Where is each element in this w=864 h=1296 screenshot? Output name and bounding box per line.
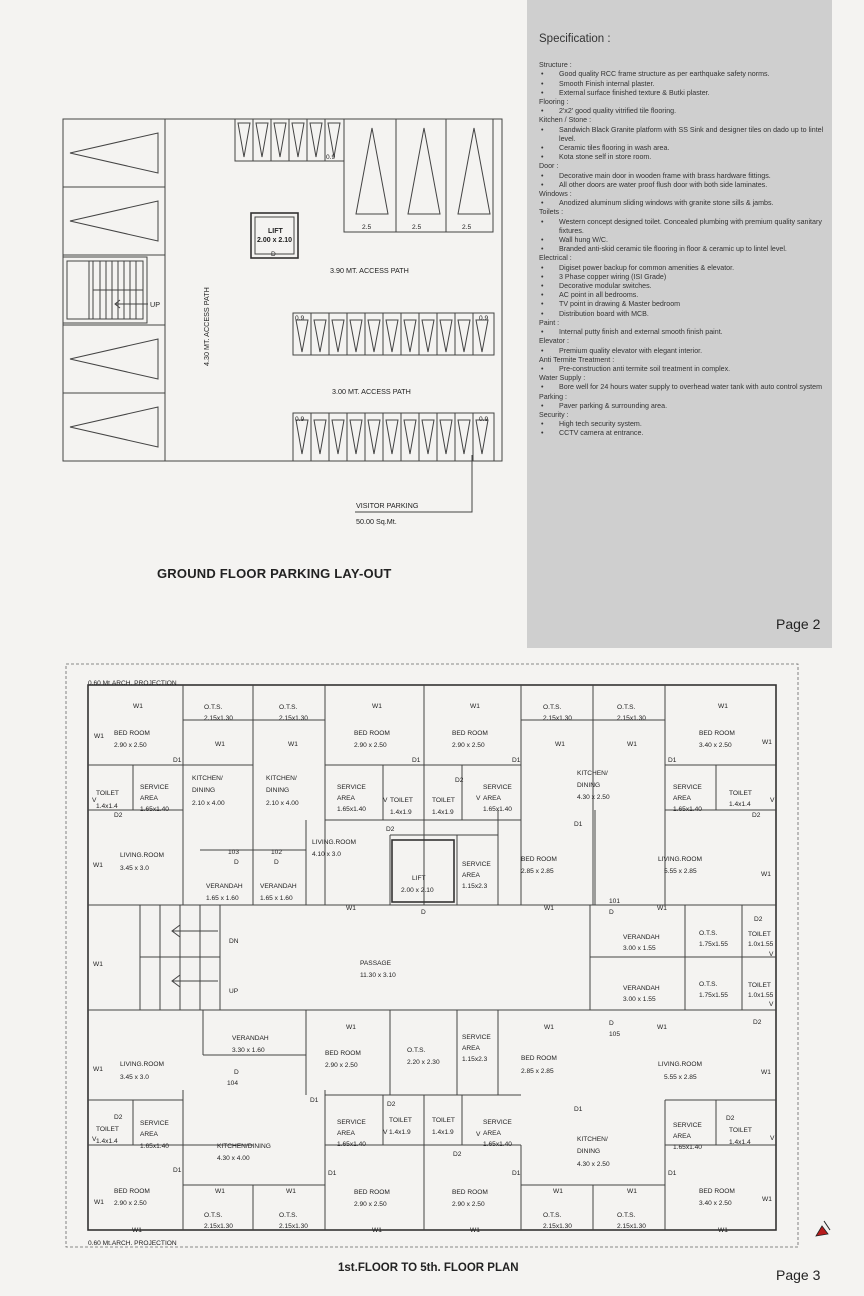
spec-heading: Kitchen / Stone : — [539, 116, 592, 125]
floor-plan-label: AREA — [673, 1133, 691, 1140]
typical-floor-plan — [0, 655, 864, 1255]
floor-plan-label: LIVING.ROOM — [312, 839, 356, 846]
floor-plan-label: W1 — [94, 733, 104, 740]
floor-plan-label: D1 — [668, 1170, 677, 1177]
floor-plan-label: TOILET — [390, 797, 413, 804]
floor-plan-label: O.T.S. — [617, 704, 636, 711]
floor-plan-label: 1.4x1.9 — [432, 809, 454, 816]
spec-item: • Pre-construction anti termite soil treatment in complex. — [539, 365, 829, 374]
floor-plan-label: AREA — [462, 872, 480, 879]
spec-item: • Ceramic tiles flooring in wash area. — [539, 144, 829, 153]
floor-plan-label: 1.65x1.40 — [140, 806, 169, 813]
floor-plan-label: VERANDAH — [623, 985, 660, 992]
floor-plan-label: SERVICE — [337, 784, 366, 791]
spec-item: • Bore well for 24 hours water supply to overhead water tank with auto control system — [539, 383, 829, 392]
floor-plan-label: W1 — [215, 741, 225, 748]
floor-plan-label: W1 — [286, 1188, 296, 1195]
floor-plan-label: 2.15x1.30 — [204, 1223, 233, 1230]
floor-plan-label: 1.65x1.40 — [483, 1141, 512, 1148]
floor-plan-label: DINING — [577, 782, 601, 789]
floor-plan-label: 1.4x1.4 — [729, 801, 751, 808]
floor-plan-label: W1 — [470, 703, 480, 710]
floor-plan-label: W1 — [346, 1024, 356, 1031]
spec-item: • External surface finished texture & Butki plaster. — [539, 89, 829, 98]
floor-plan-label: W1 — [288, 741, 298, 748]
stair-up-label: UP — [150, 300, 160, 309]
top-large-bays — [356, 128, 490, 214]
floor-plan-label: BED ROOM — [699, 730, 735, 737]
access-path-vertical: 4.30 MT. ACCESS PATH — [202, 287, 211, 366]
spec-item: • Decorative modular switches. — [539, 282, 829, 291]
floor-plan-label: W1 — [627, 741, 637, 748]
floor-plan-label: 2.10 x 4.00 — [266, 800, 299, 807]
floor-plan-label: 1.65x1.40 — [140, 1143, 169, 1150]
floor-plan-label: D — [609, 909, 614, 916]
floor-plan-label: KITCHEN/ — [577, 1136, 608, 1143]
floor-plan-label: DINING — [266, 787, 290, 794]
floor-plan-label: SERVICE — [462, 861, 491, 868]
floor-plan-label: AREA — [483, 1130, 501, 1137]
page-number-2: Page 2 — [776, 616, 821, 632]
floor-plan-label: BED ROOM — [521, 856, 557, 863]
floor-plan-label: 2.15x1.30 — [279, 715, 308, 722]
floor-plan-label: 2.90 x 2.50 — [325, 1062, 358, 1069]
floor-plan-label: SERVICE — [140, 1120, 169, 1127]
floor-plan-label: W1 — [657, 905, 667, 912]
floor-plan-label: O.T.S. — [407, 1047, 426, 1054]
floor-plan-label: 5.55 x 2.85 — [664, 868, 697, 875]
spec-heading: Security : — [539, 410, 569, 419]
ground-floor-parking-plan — [0, 0, 527, 560]
floor-plan-label: 2.15x1.30 — [617, 715, 646, 722]
floor-plan-label: BED ROOM — [452, 1189, 488, 1196]
floor-plan-label: SERVICE — [673, 784, 702, 791]
floor-plan-label: W1 — [372, 1227, 382, 1234]
floor-plan-label: LIVING.ROOM — [120, 1061, 164, 1068]
spec-heading: Parking : — [539, 392, 567, 401]
dim-label: 0.9 — [295, 315, 305, 322]
floor-plan-label: 3.40 x 2.50 — [699, 742, 732, 749]
floor-plan-label: TOILET — [389, 1117, 412, 1124]
floor-plan-label: TOILET — [432, 797, 455, 804]
floor-plan-label: 4.10 x 3.0 — [312, 851, 341, 858]
floor-plan-label: BED ROOM — [452, 730, 488, 737]
floor-plan-label: D1 — [173, 1167, 182, 1174]
floor-plan-label: 2.15x1.30 — [279, 1223, 308, 1230]
floor-plan-label: VERANDAH — [623, 934, 660, 941]
floor-plan-label: 4.30 x 2.50 — [577, 1161, 610, 1168]
floor-plan-label: PASSAGE — [360, 960, 392, 967]
dim-label: 2.5 — [362, 224, 372, 231]
floor-plan-label: 2.10 x 4.00 — [192, 800, 225, 807]
floor-plan-label: 2.15x1.30 — [204, 715, 233, 722]
spec-item: • All other doors are water proof flush door with both side laminates. — [539, 181, 829, 190]
floor-plan-label: BED ROOM — [325, 1050, 361, 1057]
floor-plan-label: AREA — [462, 1045, 480, 1052]
floor-plan-label: V — [476, 795, 481, 802]
floor-plan-label: SERVICE — [483, 1119, 512, 1126]
lift-box — [251, 213, 298, 258]
floor-plan-label: 1.65x1.40 — [673, 1144, 702, 1151]
floor-plan-label: AREA — [337, 1130, 355, 1137]
floor-plan-label: D — [234, 859, 239, 866]
dim-label: 0.9 — [479, 416, 489, 423]
spec-heading: Flooring : — [539, 98, 569, 107]
spec-item: • 3 Phase copper wiring (ISI Grade) — [539, 273, 829, 282]
floor-plan-label: 3.30 x 1.60 — [232, 1047, 265, 1054]
floor-plan-label: VERANDAH — [260, 883, 297, 890]
floor-plan-label: 1.15x2.3 — [462, 883, 488, 890]
floor-plan-label: W1 — [133, 703, 143, 710]
floor-plan-label: LIFT — [412, 875, 426, 882]
floor-plan-label: 104 — [227, 1080, 239, 1087]
floor-plan-label: 1.75x1.55 — [699, 941, 728, 948]
spec-item: • Good quality RCC frame structure as per earthquake safety norms. — [539, 70, 829, 79]
spec-item: • Digiset power backup for common amenities & elevator. — [539, 264, 829, 273]
floor-plan-label: 1.4x1.4 — [96, 803, 118, 810]
dim-label: 0.9 — [479, 315, 489, 322]
floor-plan-label: W1 — [761, 871, 771, 878]
floor-plan-label: 5.55 x 2.85 — [664, 1074, 697, 1081]
spec-heading: Toilets : — [539, 208, 564, 217]
spec-heading: Structure : — [539, 61, 572, 70]
floor-plan-label: W1 — [718, 703, 728, 710]
floor-plan-label: SERVICE — [673, 1122, 702, 1129]
floor-plan-label: D2 — [753, 1019, 762, 1026]
floor-plan-label: KITCHEN/DINING — [217, 1143, 271, 1150]
floor-plan-label: SERVICE — [337, 1119, 366, 1126]
spec-heading: Electrical : — [539, 254, 572, 263]
floor-plan-label: D — [234, 1069, 239, 1076]
floor-plan-label: TOILET — [729, 790, 752, 797]
floor-plan-label: TOILET — [748, 982, 771, 989]
floor-plan-label: 101 — [609, 898, 621, 905]
floor-plan-label: O.T.S. — [543, 704, 562, 711]
floor-plan-label: D2 — [114, 1114, 123, 1121]
floor-plan-label: 102 — [271, 849, 283, 856]
spec-item: • Wall hung W/C. — [539, 236, 829, 245]
floor-plan-label: SERVICE — [462, 1034, 491, 1041]
floor-plan-label: DINING — [192, 787, 216, 794]
floor-plan-label: D1 — [574, 821, 583, 828]
floor-plan-label: 2.85 x 2.85 — [521, 1068, 554, 1075]
floor-plan-label: 1.4x1.4 — [729, 1139, 751, 1146]
floor-plan-label: 3.00 x 1.55 — [623, 945, 656, 952]
floor-plan-label: D — [609, 1020, 614, 1027]
spec-item: • 2'x2' good quality vitrified tile flooring. — [539, 107, 829, 116]
floor-plan-label: W1 — [132, 1227, 142, 1234]
floor-plan-label: D2 — [453, 1151, 462, 1158]
floor-plan-label: V — [770, 797, 775, 804]
floor-plan-label: W1 — [93, 862, 103, 869]
floor-plan-label: 2.85 x 2.85 — [521, 868, 554, 875]
floor-plan-label: V — [770, 1135, 775, 1142]
floor-plan-label: TOILET — [96, 1126, 119, 1133]
floor-plan-label: 1.65x1.40 — [337, 806, 366, 813]
floor-plan-label: W1 — [762, 739, 772, 746]
floor-plan-label: V — [383, 1129, 388, 1136]
spec-item: • Sandwich Black Granite platform with SS Sink and designer tiles on dado up to lintel level. — [539, 126, 829, 144]
specification-list — [539, 35, 829, 439]
floor-plan-label: 105 — [609, 1031, 621, 1038]
floor-plan-label: O.T.S. — [279, 704, 298, 711]
floor-plan-label: TOILET — [432, 1117, 455, 1124]
specification-panel — [527, 0, 832, 648]
floor-plan-label: V — [769, 1001, 774, 1008]
floor-plan-label: 3.45 x 3.0 — [120, 1074, 149, 1081]
floor-plan-label: 0.60 Mt.ARCH. PROJECTION — [88, 680, 177, 687]
floor-plan-label: 1.65x1.40 — [673, 806, 702, 813]
floor-plan-label: D2 — [386, 826, 395, 833]
floor-plan-label: 2.00 x 2.10 — [401, 887, 434, 894]
floor-plan-label: W1 — [761, 1069, 771, 1076]
dim-label: 0.9 — [326, 154, 336, 161]
floor-plan-label: BED ROOM — [354, 730, 390, 737]
dim-label: 2.5 — [412, 224, 422, 231]
floor-plan-label: D1 — [412, 757, 421, 764]
floor-plan-label: BED ROOM — [354, 1189, 390, 1196]
floor-plan-label: O.T.S. — [617, 1212, 636, 1219]
floor-plan-label: O.T.S. — [699, 930, 718, 937]
dim-label: 2.5 — [462, 224, 472, 231]
floor-plan-label: UP — [229, 988, 239, 995]
floor-plan-label: TOILET — [748, 931, 771, 938]
floor-plan-label: 2.20 x 2.30 — [407, 1059, 440, 1066]
floor-plan-label: D1 — [574, 1106, 583, 1113]
floor-plan-label: LIVING.ROOM — [658, 1061, 702, 1068]
middle-parking-row — [293, 313, 494, 355]
spec-item: • Premium quality elevator with elegant interior. — [539, 347, 829, 356]
floor-plan-label: O.T.S. — [204, 1212, 223, 1219]
floor-plan-label: W1 — [470, 1227, 480, 1234]
floor-plan-label: W1 — [215, 1188, 225, 1195]
spec-item: • High tech security system. — [539, 420, 829, 429]
spec-item: • Kota stone self in store room. — [539, 153, 829, 162]
floor-plan-label: BED ROOM — [114, 1188, 150, 1195]
floor-plan-label: 103 — [228, 849, 240, 856]
floor-plan-label: V — [92, 797, 97, 804]
floor-plan-label: D — [421, 909, 426, 916]
spec-item: • Internal putty finish and external smooth finish paint. — [539, 328, 829, 337]
floor-plan-label: O.T.S. — [699, 981, 718, 988]
floor-plan-label: BED ROOM — [521, 1055, 557, 1062]
spec-item: • Anodized aluminum sliding windows with granite stone sills & jambs. — [539, 199, 829, 208]
floor-plan-label: 1.65x1.40 — [337, 1141, 366, 1148]
spec-heading: Door : — [539, 162, 559, 171]
spec-heading: Elevator : — [539, 337, 569, 346]
ground-floor-title: GROUND FLOOR PARKING LAY-OUT — [157, 566, 392, 581]
visitor-parking-area: 50.00 Sq.Mt. — [356, 517, 397, 526]
floor-plan-label: W1 — [553, 1188, 563, 1195]
floor-plan-label: BED ROOM — [114, 730, 150, 737]
floor-plan-label: LIVING.ROOM — [120, 852, 164, 859]
floor-plan-label: V — [769, 951, 774, 958]
floor-plan-label: AREA — [673, 795, 691, 802]
floor-plan-label: 1.65x1.40 — [483, 806, 512, 813]
access-path-top: 3.90 MT. ACCESS PATH — [330, 266, 409, 275]
floor-plan-label: AREA — [337, 795, 355, 802]
spec-item: • AC point in all bedrooms. — [539, 291, 829, 300]
floor-plan-label: 0.60 Mt.ARCH. PROJECTION — [88, 1240, 177, 1247]
floor-plan-label: 1.65 x 1.60 — [260, 895, 293, 902]
page-number-3: Page 3 — [776, 1267, 821, 1283]
floor-plan-label: 2.90 x 2.50 — [452, 742, 485, 749]
floor-plan-label: KITCHEN/ — [192, 775, 223, 782]
floor-plan-label: TOILET — [96, 790, 119, 797]
spec-item: • Branded anti-skid ceramic tile flooring in floor & ceramic up to lintel level. — [539, 245, 829, 254]
floor-plan-label: 1.4x1.9 — [389, 1129, 411, 1136]
floor-plan-label: 3.45 x 3.0 — [120, 865, 149, 872]
floor-plan-label: D — [274, 859, 279, 866]
spec-item: • Decorative main door in wooden frame with brass hardware fittings. — [539, 172, 829, 181]
floor-plan-label: LIVING.ROOM — [658, 856, 702, 863]
floor-plan-label: AREA — [140, 1131, 158, 1138]
floor-plan-label: D2 — [114, 812, 123, 819]
floor-plan-label: 1.4x1.9 — [432, 1129, 454, 1136]
floor-plan-label: DN — [229, 938, 239, 945]
visitor-parking-label: VISITOR PARKING — [356, 501, 419, 510]
floor-plan-label: W1 — [93, 961, 103, 968]
spec-item: • Paver parking & surrounding area. — [539, 402, 829, 411]
lift-door: D — [271, 251, 276, 258]
floor-plan-label: W1 — [718, 1227, 728, 1234]
floor-plan-label: D2 — [387, 1101, 396, 1108]
floor-plan-label: W1 — [93, 1066, 103, 1073]
floor-plan-label: D2 — [754, 916, 763, 923]
floor-plan-label: V — [476, 1131, 481, 1138]
floor-plan-label: D1 — [173, 757, 182, 764]
floor-plan-label: SERVICE — [483, 784, 512, 791]
floor-plan-label: O.T.S. — [543, 1212, 562, 1219]
floor-plan-label: BED ROOM — [699, 1188, 735, 1195]
floor-plan-label: W1 — [762, 1196, 772, 1203]
floor-plan-label: O.T.S. — [204, 704, 223, 711]
floor-plan-label: V — [383, 797, 388, 804]
floor-plan-label: D1 — [512, 1170, 521, 1177]
top-small-bays — [238, 119, 340, 161]
floor-plan-label: KITCHEN/ — [577, 770, 608, 777]
floor-plan-label: W1 — [372, 703, 382, 710]
floor-plan-label: 2.15x1.30 — [543, 715, 572, 722]
floor-plan-label: V — [92, 1136, 97, 1143]
floor-plan-label: 1.75x1.55 — [699, 992, 728, 999]
spec-item: • Smooth Finish internal plaster. — [539, 80, 829, 89]
floor-plan-label: 2.90 x 2.50 — [114, 742, 147, 749]
floor-plan-label: 2.90 x 2.50 — [114, 1200, 147, 1207]
spec-heading: Windows : — [539, 190, 572, 199]
floor-plan-label: 3.40 x 2.50 — [699, 1200, 732, 1207]
floor-plan-label: 1.0x1.55 — [748, 992, 774, 999]
floor-plan-label: W1 — [555, 741, 565, 748]
floor-plan-label: 1.0x1.55 — [748, 941, 774, 948]
floor-plan-label: 4.30 x 2.50 — [577, 794, 610, 801]
floor-plan-label: KITCHEN/ — [266, 775, 297, 782]
dim-label: 0.9 — [295, 416, 305, 423]
floor-plan-label: 2.90 x 2.50 — [452, 1201, 485, 1208]
lift-size: 2.00 x 2.10 — [257, 237, 293, 244]
floor-plan-label: AREA — [140, 795, 158, 802]
floor-plan-label: VERANDAH — [206, 883, 243, 890]
floor-plan-label: D1 — [328, 1170, 337, 1177]
floor-plan-label: O.T.S. — [279, 1212, 298, 1219]
floor-plan-label: D2 — [752, 812, 761, 819]
floor-plan-label: 2.90 x 2.50 — [354, 742, 387, 749]
spec-heading: Paint : — [539, 318, 560, 327]
floor-plan-label: 2.15x1.30 — [543, 1223, 572, 1230]
floor-plan-label: D2 — [726, 1115, 735, 1122]
spec-item: • TV point in drawing & Master bedroom — [539, 300, 829, 309]
spec-item: • Distribution board with MCB. — [539, 310, 829, 319]
bottom-parking-row — [293, 413, 494, 461]
floor-plan-label: W1 — [94, 1199, 104, 1206]
lift-label: LIFT — [268, 228, 283, 235]
floor-plan-label: 1.4x1.4 — [96, 1138, 118, 1145]
floor-plan-label: DINING — [577, 1148, 601, 1155]
spec-heading: Water Supply : — [539, 374, 586, 383]
floor-plan-label: D1 — [512, 757, 521, 764]
floor-plan-label: TOILET — [729, 1127, 752, 1134]
floor-plan-label: 11.30 x 3.10 — [360, 972, 396, 979]
floor-plan-label: 1.65 x 1.60 — [206, 895, 239, 902]
floor-plan-label: VERANDAH — [232, 1035, 269, 1042]
spec-item: • Western concept designed toilet. Concealed plumbing with premium quality sanitary fixtures. — [539, 218, 829, 236]
staircase — [63, 257, 160, 323]
floor-plan-label: W1 — [657, 1024, 667, 1031]
floor-plan-label: W1 — [544, 1024, 554, 1031]
floor-plan-label: D2 — [455, 777, 464, 784]
floor-plan-label: W1 — [544, 905, 554, 912]
floor-plan-label: D1 — [668, 757, 677, 764]
floor-plan-label: W1 — [627, 1188, 637, 1195]
floor-plan-label: AREA — [483, 795, 501, 802]
floor-plan-label: 1.15x2.3 — [462, 1056, 488, 1063]
spec-item: • CCTV camera at entrance. — [539, 429, 829, 438]
access-path-middle: 3.00 MT. ACCESS PATH — [332, 387, 411, 396]
floor-plan-label: SERVICE — [140, 784, 169, 791]
floor-plan-label: W1 — [346, 905, 356, 912]
floor-plan-label: D1 — [310, 1097, 319, 1104]
north-arrow-icon — [812, 1218, 834, 1240]
floor-plan-title: 1st.FLOOR TO 5th. FLOOR PLAN — [338, 1262, 519, 1274]
floor-plan-label: 2.15x1.30 — [617, 1223, 646, 1230]
spec-heading: Anti Termite Treatment : — [539, 355, 615, 364]
floor-plan-label: 3.00 x 1.55 — [623, 996, 656, 1003]
floor-plan-label: 4.30 x 4.00 — [217, 1155, 250, 1162]
floor-plan-label: 1.4x1.9 — [390, 809, 412, 816]
specification-title: Specification : — [539, 33, 611, 45]
floor-plan-label: 2.90 x 2.50 — [354, 1201, 387, 1208]
